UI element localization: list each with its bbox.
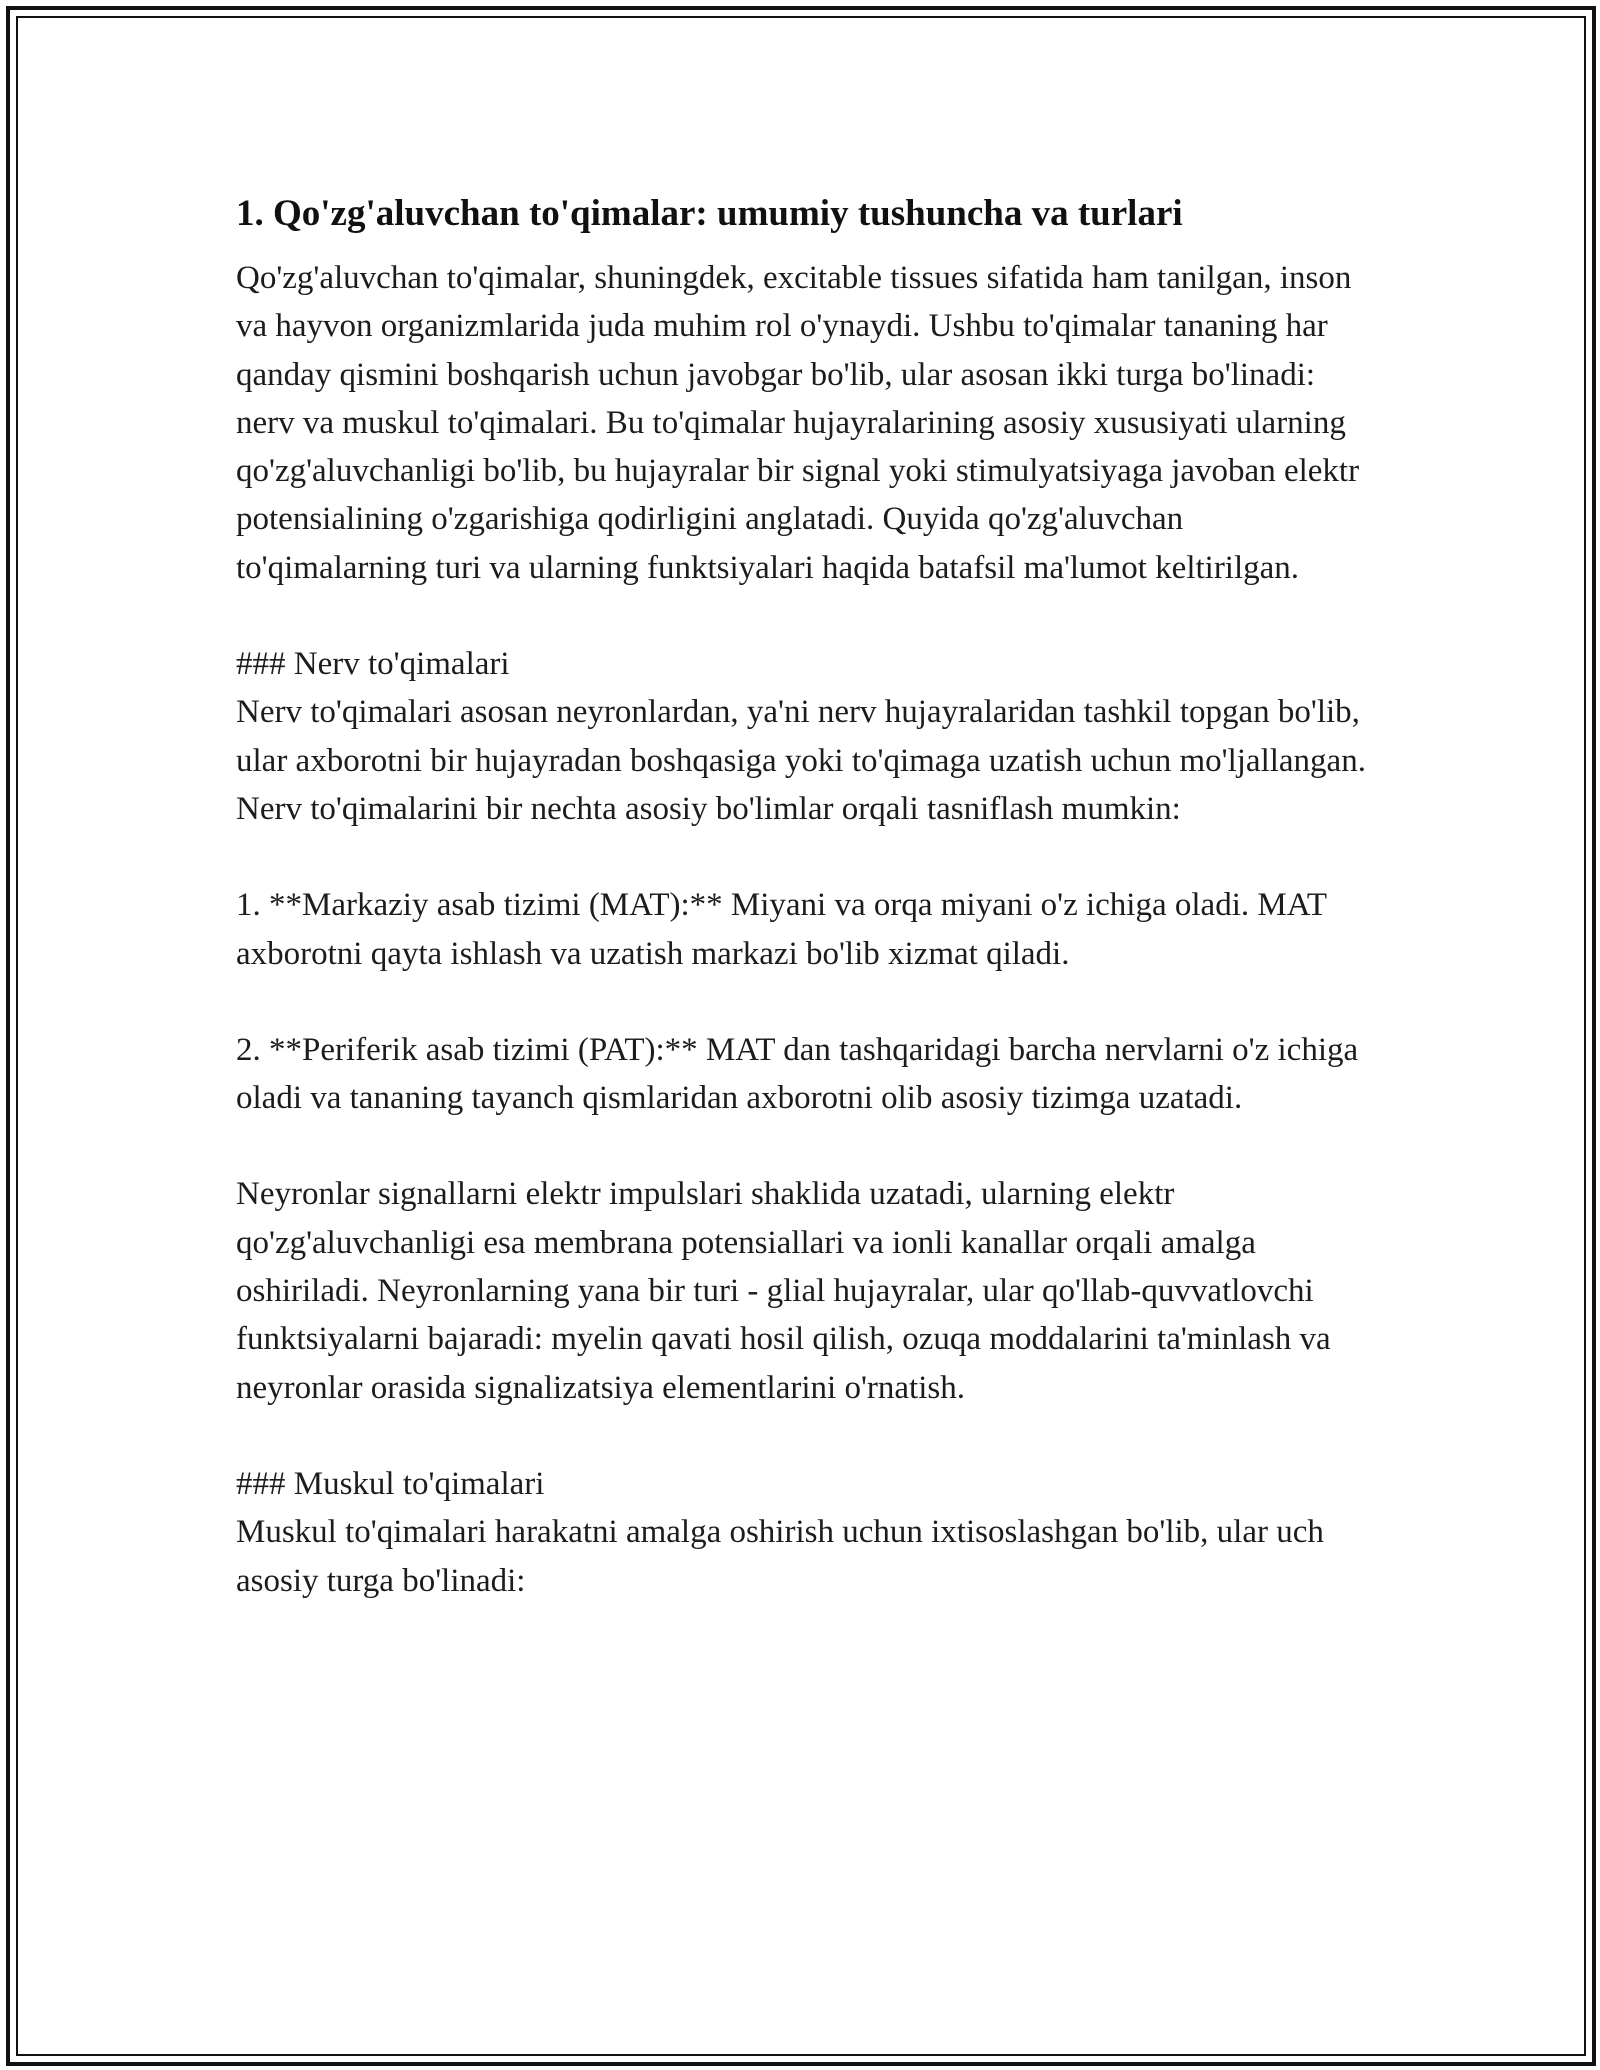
nerve-section-heading: ### Nerv to'qimalari xyxy=(236,646,510,683)
muscle-section-paragraph: Muskul to'qimalari harakatni amalga oshirish uchun ixtisoslashgan bo'lib, ular uch asosiy turga bo'linadi: xyxy=(236,1514,1324,1599)
list-item-central-nervous-system: 1. **Markaziy asab tizimi (MAT):** Miyani va orqa miyani o'z ichiga oladi. MAT axborotni qayta ishlash va uzatish markazi bo'lib xizmat qiladi. xyxy=(236,887,1327,972)
document-title: 1. Qo'zg'aluvchan to'qimalar: umumiy tushuncha va turlari xyxy=(236,193,1183,234)
muscle-section-heading: ### Muskul to'qimalari xyxy=(236,1465,545,1502)
document-body xyxy=(236,186,1366,1605)
list-item-peripheral-nervous-system: 2. **Periferik asab tizimi (PAT):** MAT dan tashqaridagi barcha nervlarni o'z ichiga oladi va tananing tayanch qismlaridan axborotni olib asosiy tizimga uzatadi. xyxy=(236,1031,1359,1117)
nerve-section-paragraph: Nerv to'qimalari asosan neyronlardan, ya'ni nerv hujayralaridan tashkil topgan bo'lib, ular axborotni bir hujayradan boshqasiga yoki to'qimaga uzatish uchun mo'ljallangan. Nerv to'qimalarini bir nechta asosiy bo'limlar orqali tasniflash mumkin: xyxy=(236,694,1366,827)
neurons-paragraph: Neyronlar signallarni elektr impulslari shaklida uzatadi, ularning elektr qo'zg'aluvchanligi esa membrana potensiallari va ionli kanallar orqali amalga oshiriladi. Neyronlarning yana bir turi - glial hujayralar, ular qo'llab-quvvatlovchi funktsiyalarni bajaradi: myelin qavati hosil qilish, ozuqa moddalarini ta'minlash va neyronlar orasida signalizatsiya elementlarini o'rnatish. xyxy=(236,1176,1331,1406)
intro-paragraph: Qo'zg'aluvchan to'qimalar, shuningdek, excitable tissues sifatida ham tanilgan, inson va hayvon organizmlarida juda muhim rol o'ynaydi. Ushbu to'qimalar tananing har qanday qismini boshqarish uchun javobgar bo'lib, ular asosan ikki turga bo'linadi: nerv va muskul to'qimalari. Bu to'qimalar hujayralarining asosiy xususiyati ularning qo'zg'aluvchanligi bo'lib, bu hujayralar bir signal yoki stimulyatsiyaga javoban elektr potensialining o'zgarishiga qodirligini anglatadi. Quyida qo'zg'aluvchan to'qimalarning turi va ularning funktsiyalari haqida batafsil ma'lumot keltirilgan. xyxy=(236,260,1360,586)
